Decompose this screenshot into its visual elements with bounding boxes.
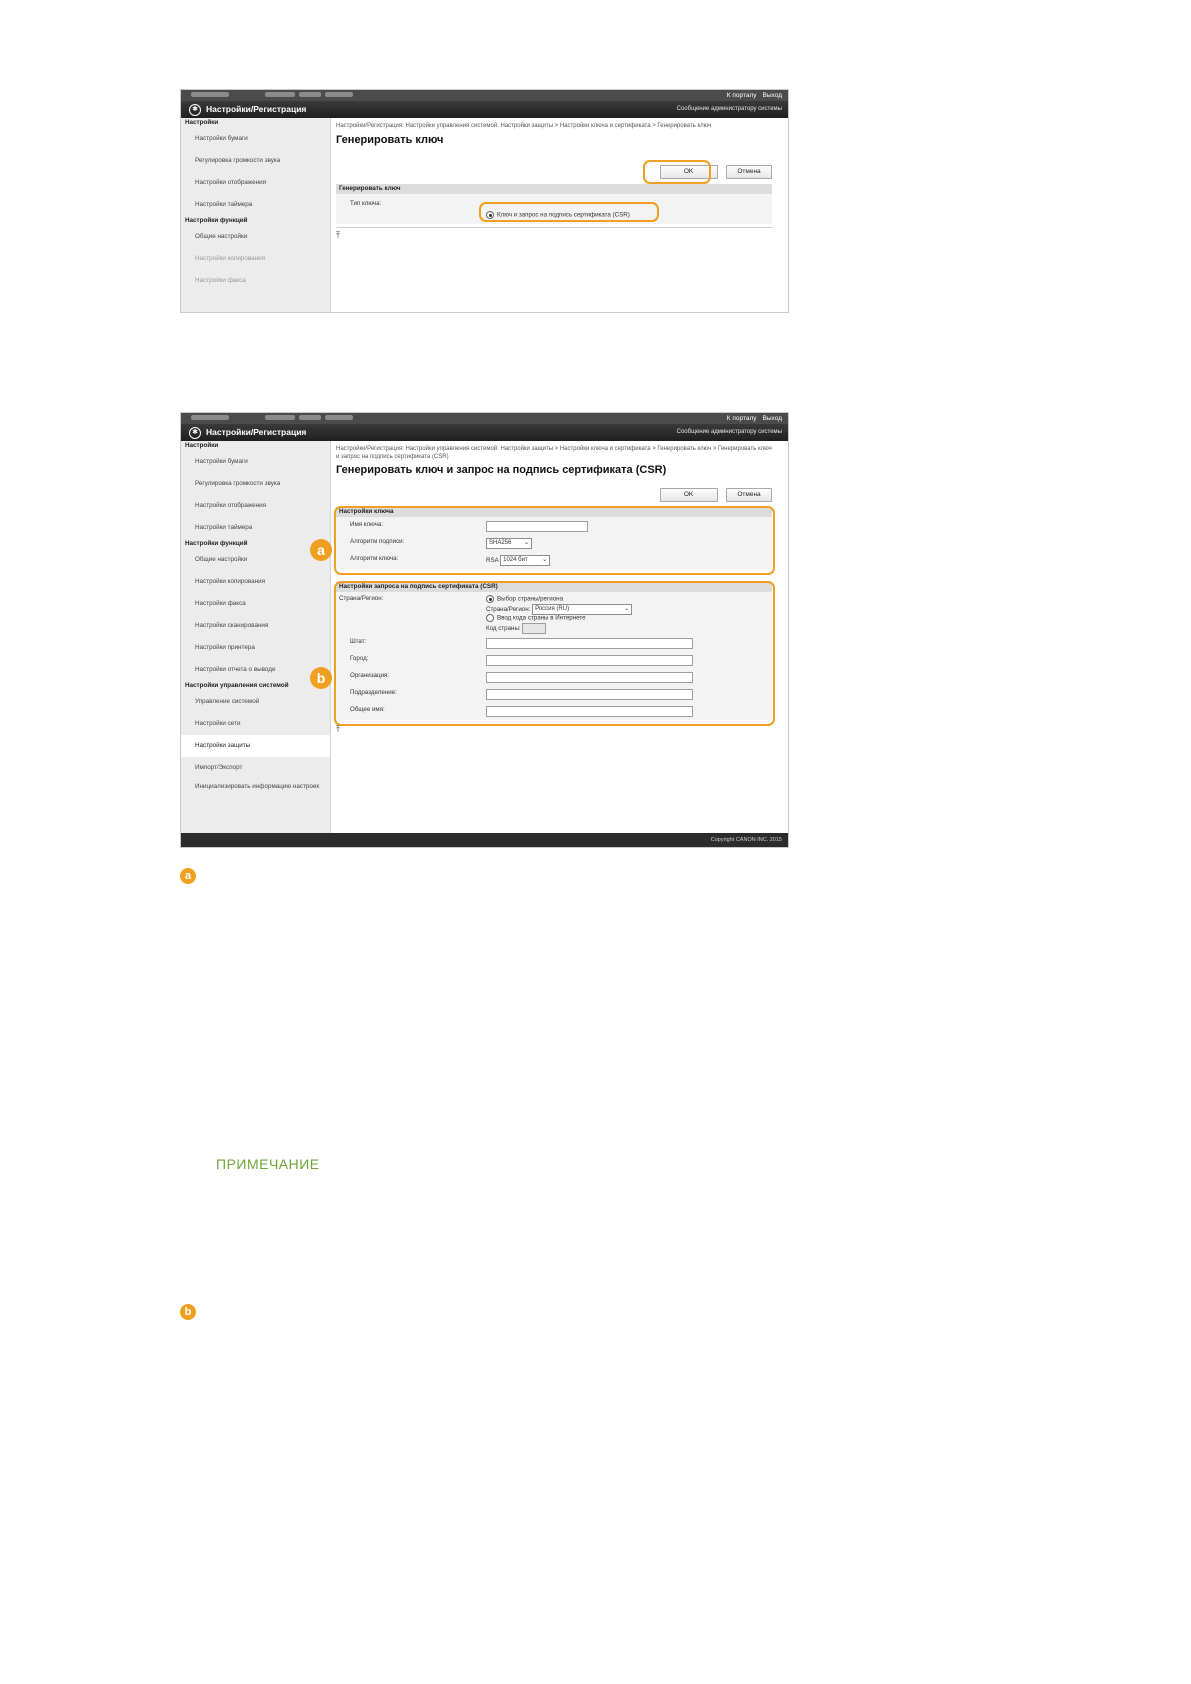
sidebar-item[interactable]: Общие настройки bbox=[195, 556, 248, 563]
key-algo-select[interactable]: 1024 бит ⌄ bbox=[500, 555, 550, 566]
sidebar-item[interactable]: Инициализировать информацию настроек bbox=[195, 783, 320, 790]
sidebar-item[interactable]: Регулировка громкости звука bbox=[195, 480, 281, 487]
logout-link[interactable]: Выход bbox=[762, 92, 782, 99]
sidebar-heading: Настройки функций bbox=[185, 217, 248, 224]
note-heading: ПРИМЕЧАНИЕ bbox=[216, 1156, 320, 1172]
callout-badge-b: b bbox=[310, 667, 332, 689]
callout-badge-a: a bbox=[310, 539, 332, 561]
sidebar-item[interactable]: Настройки таймера bbox=[195, 524, 253, 531]
sidebar-heading: Настройки управления системой bbox=[185, 682, 289, 689]
chevron-down-icon: ⌄ bbox=[523, 540, 529, 546]
sidebar bbox=[181, 118, 331, 312]
admin-message-link[interactable]: Сообщение администратору системы bbox=[676, 106, 782, 112]
copyright-footer: Copyright CANON INC. 2015 bbox=[181, 833, 788, 847]
breadcrumb: Настройки/Регистрация: Настройки управления системой: Настройки защиты > Настройки ключа и сертификата > Генерировать ключ bbox=[336, 123, 712, 129]
app-title: Настройки/Регистрация bbox=[206, 104, 307, 114]
breadcrumb: Настройки/Регистрация: Настройки управления системой: Настройки защиты > Настройки ключа и сертификата > Генерировать ключ > Генерировать ключ и запрос на подпись сертификата (CSR) bbox=[336, 446, 772, 460]
page-title: Генерировать ключ и запрос на подпись сертификата (CSR) bbox=[336, 464, 667, 476]
page-title: Генерировать ключ bbox=[336, 133, 444, 146]
csr-highlight bbox=[479, 202, 659, 222]
sidebar-item[interactable]: Настройки отображения bbox=[195, 502, 267, 509]
top-bar bbox=[181, 413, 788, 424]
csr-option-label: Ключ и запрос на подпись сертификата (CSR) bbox=[497, 211, 630, 219]
country-select[interactable]: Россия (RU) ⌄ bbox=[532, 604, 632, 615]
ok-highlight bbox=[643, 160, 711, 184]
screenshot-generate-csr bbox=[180, 412, 789, 848]
logout-link[interactable]: Выход bbox=[762, 415, 782, 422]
org-label: Организация: bbox=[350, 672, 390, 679]
sidebar-item[interactable]: Общие настройки bbox=[195, 233, 248, 240]
csr-settings-header: Настройки запроса на подпись сертификата (CSR) bbox=[336, 582, 772, 592]
unit-label: Подразделение: bbox=[350, 689, 397, 696]
sidebar-item[interactable]: Настройки защиты bbox=[181, 735, 330, 757]
scroll-top-icon[interactable]: ⤒ bbox=[336, 724, 340, 734]
main-panel bbox=[336, 441, 772, 833]
cancel-button[interactable]: Отмена bbox=[726, 165, 772, 179]
sidebar-item[interactable]: Регулировка громкости звука bbox=[195, 157, 281, 164]
sidebar-item[interactable]: Настройки сканирования bbox=[195, 622, 269, 629]
title-bar bbox=[181, 424, 788, 441]
sig-algo-label: Алгоритм подписи: bbox=[350, 538, 405, 545]
state-label: Штат: bbox=[350, 638, 367, 645]
sidebar-item[interactable]: Настройки принтера bbox=[195, 644, 255, 651]
chevron-down-icon: ⌄ bbox=[624, 606, 630, 612]
portal-link[interactable]: К порталу bbox=[726, 415, 757, 422]
country-label: Страна/Регион: bbox=[339, 595, 384, 602]
sidebar-item[interactable]: Настройки отображения bbox=[195, 179, 267, 186]
scroll-top-icon[interactable]: ⤒ bbox=[336, 230, 340, 240]
sidebar-item[interactable]: Настройки отчета о выводе bbox=[195, 666, 276, 673]
sidebar-item[interactable]: Настройки сети bbox=[195, 720, 241, 727]
portal-link[interactable]: К порталу bbox=[726, 92, 757, 99]
app-title: Настройки/Регистрация bbox=[206, 427, 307, 437]
sidebar-item[interactable]: Импорт/Экспорт bbox=[195, 764, 243, 771]
sidebar-item[interactable]: Настройки бумаги bbox=[195, 458, 248, 465]
sig-algo-select[interactable]: SHA256 ⌄ bbox=[486, 538, 532, 549]
cancel-button[interactable]: Отмена bbox=[726, 488, 772, 502]
main-panel bbox=[336, 118, 772, 312]
country-code-label: Код страны: bbox=[486, 625, 521, 633]
ok-button[interactable]: OK bbox=[660, 165, 718, 179]
key-algo-label: Алгоритм ключа: bbox=[350, 555, 399, 562]
key-type-label: Тип ключа: bbox=[350, 200, 382, 207]
sidebar-heading: Настройки bbox=[185, 442, 219, 449]
section-marker-b: b bbox=[180, 1304, 196, 1320]
csr-settings-highlight bbox=[334, 581, 775, 726]
key-settings-highlight bbox=[334, 506, 775, 575]
key-name-label: Имя ключа: bbox=[350, 521, 384, 528]
top-bar bbox=[181, 90, 788, 101]
sidebar-item[interactable]: Настройки бумаги bbox=[195, 135, 248, 142]
select-country-option: Выбор страны/региона bbox=[497, 595, 564, 603]
sidebar-item[interactable]: Управление системой bbox=[195, 698, 260, 705]
sidebar-item[interactable]: Настройки факса bbox=[195, 600, 246, 607]
chevron-down-icon: ⌄ bbox=[542, 557, 548, 563]
common-name-label: Общее имя: bbox=[350, 706, 385, 713]
section-marker-a: a bbox=[180, 868, 196, 884]
settings-logo-icon: ✱ bbox=[189, 104, 201, 116]
key-algo-prefix: RSA bbox=[486, 557, 499, 565]
title-bar bbox=[181, 101, 788, 118]
city-label: Город: bbox=[350, 655, 369, 662]
sidebar-heading: Настройки bbox=[185, 119, 219, 126]
sidebar bbox=[181, 441, 331, 833]
ok-button[interactable]: OK bbox=[660, 488, 718, 502]
sidebar-heading: Настройки функций bbox=[185, 540, 248, 547]
sidebar-item[interactable]: Настройки таймера bbox=[195, 201, 253, 208]
screenshot-generate-key bbox=[180, 89, 789, 313]
sidebar-item[interactable]: Настройки копирования bbox=[195, 578, 266, 585]
settings-logo-icon: ✱ bbox=[189, 427, 201, 439]
sidebar-item[interactable]: Настройки копирования bbox=[195, 255, 266, 262]
admin-message-link[interactable]: Сообщение администратору системы bbox=[676, 429, 782, 435]
country-inner-label: Страна/Регион: bbox=[486, 606, 531, 614]
internet-code-option: Ввод кода страны в Интернете bbox=[497, 614, 586, 622]
sidebar-item[interactable]: Настройки факса bbox=[195, 277, 246, 284]
section-header: Генерировать ключ bbox=[336, 184, 772, 194]
key-settings-header: Настройки ключа bbox=[336, 507, 772, 517]
